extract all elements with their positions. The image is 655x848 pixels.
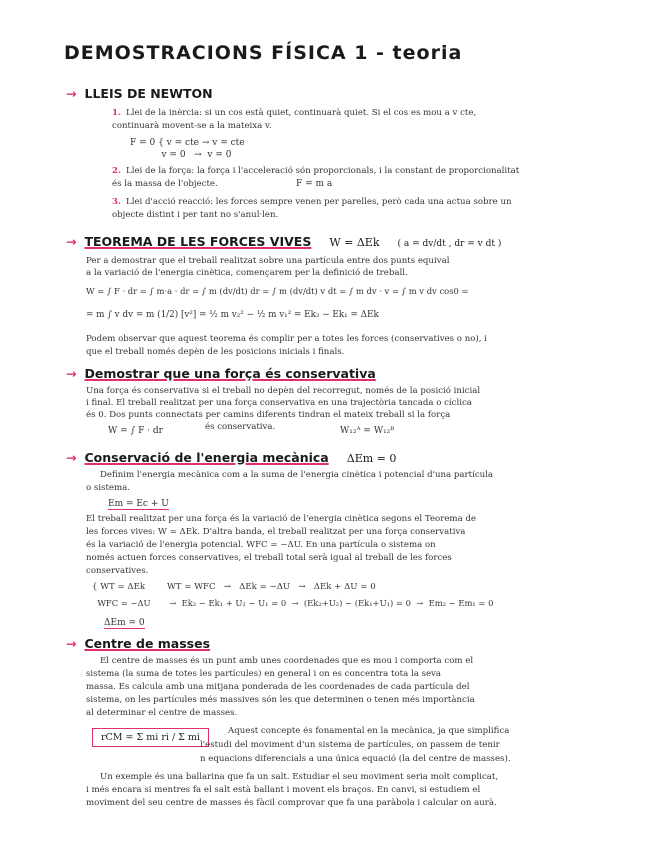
conservativa-line3: és 0. Dos punts connectats per camins diferents tindran el mateix treball si la força bbox=[86, 410, 451, 420]
section-conservativa-title: Demostrar que una força és conservativa bbox=[84, 366, 376, 381]
newton-law1-line1 bbox=[112, 108, 476, 120]
section-centre-title: Centre de masses bbox=[84, 636, 211, 651]
newton-law2-line1 bbox=[112, 166, 519, 178]
section-newton-heading bbox=[66, 86, 213, 101]
arrow-icon: → bbox=[66, 86, 77, 101]
energia-line7: conservatives. bbox=[86, 566, 149, 576]
law1-text1: Llei de la inèrcia: si un cos està quiet, continuarà quiet. Si el cos es mou a v cte, bbox=[125, 108, 477, 118]
arrow-icon: → bbox=[66, 366, 77, 381]
law3-text1: Llei d'acció reacció: les forces sempre venen per parelles, però cada una actua sobre un bbox=[125, 197, 512, 207]
newton-law3-line2: objecte distint i per tant no s'anul·len. bbox=[112, 210, 279, 220]
arrow-icon: → bbox=[66, 636, 77, 651]
conservativa-line4: és conservativa. bbox=[205, 422, 276, 432]
energia-line3: El treball realitzat per una força és la variació de l'energia cinètica segons el Teorema de bbox=[86, 514, 477, 524]
section-energia-heading bbox=[66, 450, 396, 465]
newton-law3-line1 bbox=[112, 197, 512, 209]
centre-line5: al determinar el centre de masses. bbox=[86, 708, 238, 718]
section-newton-title: LLEIS DE NEWTON bbox=[84, 86, 213, 101]
section-teorema-heading bbox=[66, 234, 501, 249]
teorema-heading-eq: W = ΔEk bbox=[329, 236, 380, 249]
energia-eq4: ΔEm = 0 bbox=[104, 618, 145, 628]
page-title: DEMOSTRACIONS FÍSICA 1 - teoria bbox=[64, 42, 463, 64]
centre-line11: moviment del seu centre de masses és fàcil comprovar que fa una paràbola i calcular on aurà. bbox=[86, 798, 497, 808]
law2-text1: Llei de la força: la força i l'acceleració són proporcionals, i la constant de proporcionalitat bbox=[125, 166, 520, 176]
section-conservativa-heading bbox=[66, 366, 376, 381]
energia-eq3: WFC = −ΔU → Ek₂ − Ek₁ + U₂ − U₁ = 0 → (Ek₂+U₂) − (Ek₁+U₁) = 0 → Em₂ − Em₁ = 0 bbox=[92, 598, 494, 608]
energia-eq4-wrap bbox=[104, 618, 145, 628]
energia-line4: les forces vives: W = ΔEk. D'altra banda, el treball realitzat per una força conservativa bbox=[86, 527, 466, 537]
energia-line6: només actuen forces conservatives, el treball total serà igual al treball de les forces bbox=[86, 553, 452, 563]
law3-number: 3. bbox=[112, 197, 121, 207]
teorema-line1: Per a demostrar que el treball realitzat sobre una partícula entre dos punts equival bbox=[86, 256, 450, 266]
conservativa-line1: Una força és conservativa si el treball no depèn del recorregut, només de la posició inicial bbox=[86, 386, 481, 396]
conservativa-line2: i final. El treball realitzat per una força conservativa en una trajectòria tancada o cíclica bbox=[86, 398, 472, 408]
centre-line2: sistema (la suma de totes les partícules) en general i on es concentra tota la seva bbox=[86, 669, 442, 679]
energia-line1: Definim l'energia mecànica com a la suma de l'energia cinètica i potencial d'una partícula bbox=[100, 470, 494, 480]
centre-line8: n equacions diferencials a una única equació (la del centre de masses). bbox=[200, 754, 511, 764]
energia-line2: o sistema. bbox=[86, 483, 131, 493]
energia-eq2: { WT = ΔEk WT = WFC → ΔEk = −ΔU → ΔEk + ΔU = 0 bbox=[92, 582, 376, 592]
newton-law2-eq: F = m a bbox=[296, 179, 333, 189]
conservativa-eq1: W = ∫ F · dr bbox=[108, 426, 163, 436]
energia-line5: és la variació de l'energia potencial. WFC = −ΔU. En una partícula o sistema on bbox=[86, 540, 436, 550]
teorema-eq1: W = ∫ F · dr = ∫ m·a · dr = ∫ m (dv/dt) dr = ∫ m (dv/dt) v dt = ∫ m dv · v = ∫ m v dv cos0 = bbox=[86, 286, 469, 296]
law2-number: 2. bbox=[112, 166, 121, 176]
section-energia-title: Conservació de l'energia mecànica bbox=[84, 450, 329, 465]
arrow-icon: → bbox=[66, 234, 77, 249]
centre-line10: i més encara si mentres fa el salt està ballant i movent els braços. En canvi, si estudiem el bbox=[86, 785, 481, 795]
section-teorema-title: TEOREMA DE LES FORCES VIVES bbox=[84, 234, 312, 249]
newton-law1-line2: continuarà movent-se a la mateixa v. bbox=[112, 121, 272, 131]
energia-eq1: Em = Ec + U bbox=[108, 499, 169, 509]
centre-line4: sistema, on les partícules més massives són les que determinen o tenen més importància bbox=[86, 695, 475, 705]
teorema-line3: Podem observar que aquest teorema és complir per a totes les forces (conservatives o no), i bbox=[86, 334, 487, 344]
law1-number: 1. bbox=[112, 108, 121, 118]
centre-line1: El centre de masses és un punt amb unes coordenades que es mou i comporta com el bbox=[100, 656, 474, 666]
section-centre-heading bbox=[66, 636, 210, 651]
teorema-eq2: = m ∫ v dv = m (1/2) [v²] = ½ m v₂² − ½ m v₁² = Ek₂ − Ek₁ = ΔEk bbox=[86, 310, 379, 320]
energia-eq1-wrap bbox=[108, 499, 169, 509]
conservativa-eq2: W₁₂ᴬ = W₁₂ᴮ bbox=[340, 426, 395, 436]
newton-law1-eq2: v = 0 → v = 0 bbox=[130, 150, 232, 160]
arrow-icon: → bbox=[66, 450, 77, 465]
centre-line3: massa. Es calcula amb una mitjana ponderada de les coordenades de cada partícula del bbox=[86, 682, 470, 692]
centre-line7: l'estudi del moviment d'un sistema de partícules, on passem de tenir bbox=[200, 740, 500, 750]
centre-formula-box: rCM = Σ mi ri / Σ mi bbox=[92, 728, 209, 747]
newton-law2-line2: és la massa de l'objecte. bbox=[112, 179, 218, 189]
teorema-line2: a la variació de l'energia cinètica, començarem per la definició de treball. bbox=[86, 268, 408, 278]
energia-heading-eq: ΔEm = 0 bbox=[346, 452, 397, 465]
teorema-heading-aux: ( a = dv/dt , dr = v dt ) bbox=[397, 239, 502, 249]
centre-line6: Aquest concepte és fonamental en la mecànica, ja que simplifica bbox=[228, 726, 510, 736]
centre-line9: Un exemple és una ballarina que fa un salt. Estudiar el seu moviment seria molt complicat, bbox=[100, 772, 499, 782]
teorema-line4: que el treball només depèn de les posicions inicials i finals. bbox=[86, 347, 345, 357]
newton-law1-eq1: F = 0 { v = cte → v = cte bbox=[130, 138, 245, 148]
